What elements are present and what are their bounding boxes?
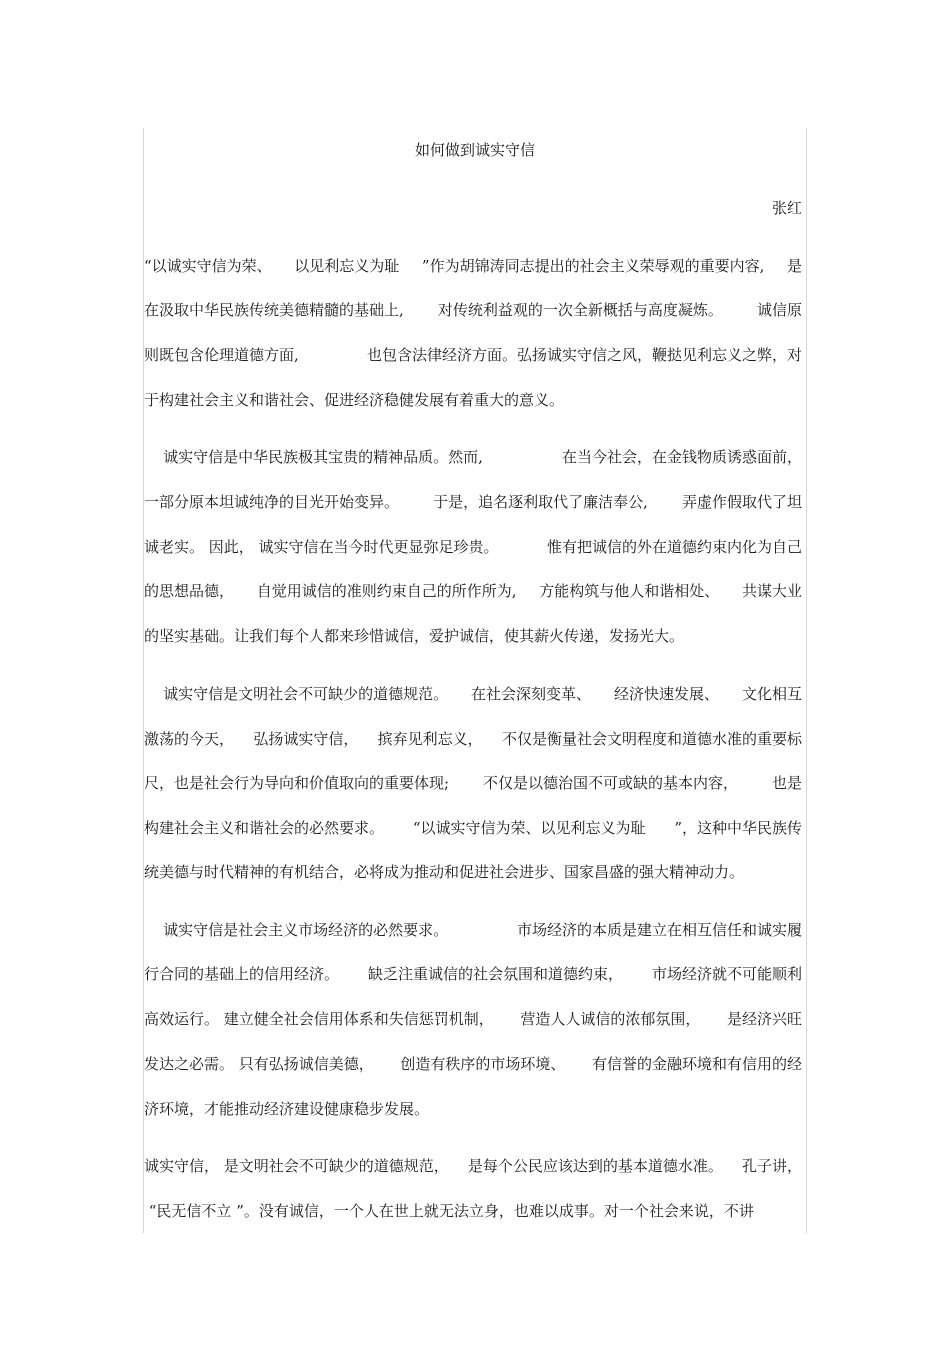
text-segment: 惟有把诚信的外在道德约束内化为自己 [546, 538, 802, 556]
text-line [144, 772, 802, 794]
text-segment: 以见利忘义为耻 [294, 257, 400, 275]
text-segment: 孔子讲， [741, 1157, 802, 1175]
text-segment: “民无信不立 ”。没有诚信，一个人在世上就无法立身，也难以成事。对一个社会来说，不讲 [144, 1202, 754, 1220]
text-line [144, 625, 802, 647]
text-segment: 的坚实基础。让我们每个人都来珍惜诚信，爱护诚信，使其薪火传递，发扬光大。 [144, 627, 685, 645]
text-line [144, 255, 802, 277]
text-line [144, 580, 802, 602]
text-line [144, 1008, 802, 1030]
text-line [144, 536, 802, 558]
text-segment: 也包含法律经济方面。弘扬诚实守信之风，鞭挞见利忘义之弊，对 [366, 346, 802, 364]
page-border-right [806, 128, 807, 1233]
text-segment: 统美德与时代精神的有机结合，必将成为推动和促进社会进步、国家昌盛的强大精神动力。 [144, 863, 745, 881]
text-segment: 市场经济的本质是建立在相互信任和诚实履 [516, 921, 802, 939]
text-line [144, 1155, 802, 1177]
text-segment: 在社会深刻变革、 [471, 685, 592, 703]
text-line [144, 861, 802, 883]
text-segment: ”，这种中华民族传 [674, 819, 802, 837]
text-segment: 构建社会主义和谐社会的必然要求。 [144, 819, 385, 837]
text-segment: 于构建社会主义和谐社会、促进经济稳健发展有着重大的意义。 [144, 391, 565, 409]
text-segment: 不仅是衡量社会文明程度和道德水准的重要标 [501, 730, 802, 748]
text-segment: 弘扬诚实守信， [253, 730, 359, 748]
text-segment: 摈弃见利忘义， [377, 730, 483, 748]
text-segment: 也是 [771, 774, 802, 792]
text-segment: 有信誉的金融环境和有信用的经 [591, 1055, 802, 1073]
text-segment: 尺，也是社会行为导向和价值取向的重要体现; [144, 774, 450, 792]
document-title: 如何做到诚实守信 [414, 141, 535, 159]
text-segment: 在当今社会，在金钱物质诱惑面前， [561, 448, 802, 466]
text-segment: 济环境，才能推动经济建设健康稳步发展。 [144, 1100, 430, 1118]
text-line [144, 1053, 802, 1075]
text-segment: 营造人人诚信的浓郁氛围， [520, 1010, 701, 1028]
text-segment: 缺乏注重诚信的社会氛围和道德约束， [367, 965, 623, 983]
text-segment: 行合同的基础上的信用经济。 [144, 965, 340, 983]
text-segment: 一部分原本坦诚纯净的目光开始变异。 [144, 493, 400, 511]
text-segment: 于是，追名逐利取代了廉洁奉公, [433, 493, 648, 511]
text-line [144, 919, 802, 941]
text-segment: “以诚实守信为荣、 [144, 257, 272, 275]
text-line [144, 1200, 802, 1222]
text-segment: 不仅是以德治国不可或缺的基本内容， [483, 774, 739, 792]
text-segment: 诚实守信是社会主义市场经济的必然要求。 [144, 921, 449, 939]
text-segment: 发达之必需。 只有弘扬诚信美德， [144, 1055, 374, 1073]
text-segment: 诚老实。 因此， 诚实守信在当今时代更显弥足珍贵。 [144, 538, 499, 556]
text-segment: “以诚实守信为荣、以见利忘义为耻 [412, 819, 646, 837]
text-segment: 则既包含伦理道德方面, [144, 346, 299, 364]
text-segment: 文化相互 [741, 685, 802, 703]
text-segment: 激荡的今天， [144, 730, 235, 748]
text-line [144, 683, 802, 705]
text-segment: 是经济兴旺 [726, 1010, 802, 1028]
text-segment: 弄虚作假取代了坦 [681, 493, 802, 511]
text-line [144, 491, 802, 513]
text-line [144, 817, 802, 839]
text-line [144, 963, 802, 985]
text-segment: 诚实守信， 是文明社会不可缺少的道德规范， [144, 1157, 449, 1175]
text-line [144, 389, 802, 411]
text-segment: 是 [786, 257, 802, 275]
text-segment: 自觉用诚信的准则约束自己的所作所为, [256, 582, 517, 600]
text-segment: 是每个公民应该达到的基本道德水准。 [467, 1157, 723, 1175]
text-segment: 方能构筑与他人和谐相处、 [539, 582, 720, 600]
text-segment: 诚实守信是文明社会不可缺少的道德规范。 [144, 685, 449, 703]
text-line [144, 446, 802, 468]
text-line [144, 299, 802, 321]
text-segment: ”作为胡锦涛同志提出的社会主义荣辱观的重要内容, [421, 257, 765, 275]
text-segment: 诚实守信是中华民族极其宝贵的精神品质。然而, [144, 448, 483, 466]
text-segment: 在汲取中华民族传统美德精髓的基础上, [144, 301, 404, 319]
text-segment: 的思想品德， [144, 582, 235, 600]
text-segment: 创造有秩序的市场环境、 [400, 1055, 566, 1073]
text-line [144, 728, 802, 750]
text-segment: 共谋大业 [741, 582, 802, 600]
text-segment: 高效运行。 建立健全社会信用体系和失信惩罚机制， [144, 1010, 494, 1028]
text-line [144, 1098, 802, 1120]
text-segment: 市场经济就不可能顺利 [651, 965, 802, 983]
text-segment: 对传统利益观的一次全新概括与高度凝炼。 [437, 301, 723, 319]
text-segment: 经济快速发展、 [614, 685, 720, 703]
document-author: 张红 [771, 199, 802, 217]
text-segment: 诚信原 [756, 301, 802, 319]
text-line [144, 344, 802, 366]
